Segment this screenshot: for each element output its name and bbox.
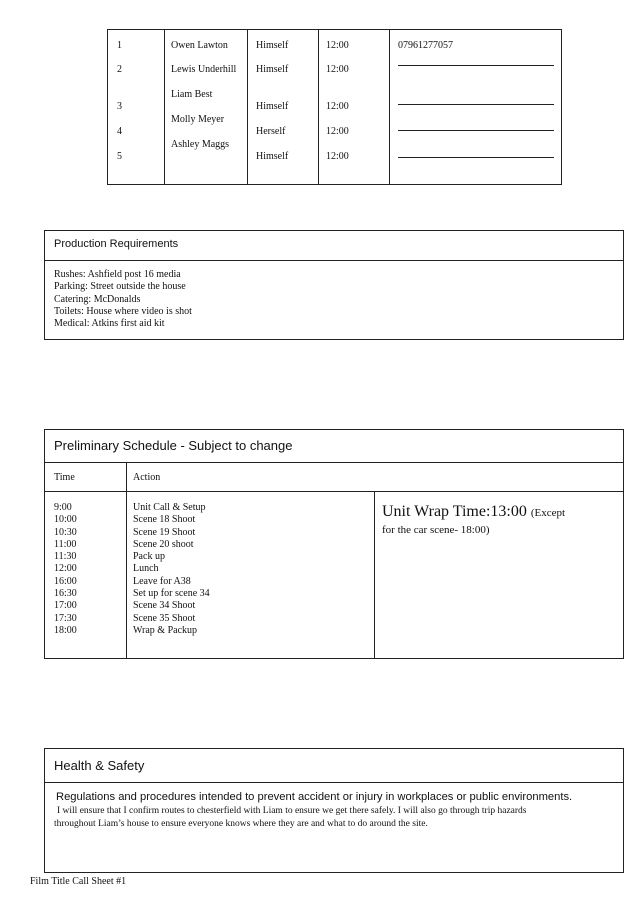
action-header: Action [133, 472, 161, 483]
schedule-action: Scene 18 Shoot [133, 514, 196, 526]
health-divider [44, 782, 624, 783]
unit-wrap-note [382, 503, 618, 521]
unit-wrap-exception: (Except [530, 507, 566, 519]
schedule-time: 17:00 [54, 600, 77, 612]
schedule-time: 10:00 [54, 514, 77, 526]
time-header: Time [54, 472, 75, 483]
phone-underline [398, 65, 554, 66]
schedule-time: 17:30 [54, 612, 77, 624]
cast-divider [164, 29, 165, 185]
cast-name: Molly Meyer [171, 114, 225, 125]
schedule-time: 18:00 [54, 624, 77, 636]
cast-time: 12:00 [326, 40, 349, 51]
schedule-time: 12:00 [54, 563, 77, 575]
health-definition: Regulations and procedures intended to prevent accident or injury in workplaces or public environments. [56, 791, 573, 803]
cast-time: 12:00 [326, 126, 349, 137]
schedule-divider [374, 491, 375, 659]
cast-role: Himself [256, 151, 289, 162]
schedule-action: Pack up [133, 551, 165, 563]
cast-number: 4 [117, 126, 122, 137]
cast-number: 5 [117, 151, 122, 162]
schedule-action: Leave for A38 [133, 575, 191, 587]
schedule-times [54, 502, 77, 637]
schedule-action: Scene 34 Shoot [133, 600, 196, 612]
cast-role: Himself [256, 40, 289, 51]
production-divider [44, 260, 624, 261]
health-body: I will ensure that I confirm routes to chesterfield with Liam to ensure we get there safely. I will also go through trip hazards [57, 806, 527, 816]
cast-time: 12:00 [326, 101, 349, 112]
unit-wrap-time: Unit Wrap Time:13:00 [382, 503, 527, 520]
phone-underline [398, 130, 554, 131]
schedule-divider [44, 491, 624, 492]
cast-time: 12:00 [326, 64, 349, 75]
schedule-action: Set up for scene 34 [133, 588, 210, 600]
cast-role: Herself [256, 126, 286, 137]
production-title: Production Requirements [54, 238, 179, 250]
schedule-time: 11:30 [54, 551, 77, 563]
production-item: Parking: Street outside the house [54, 281, 186, 292]
schedule-time: 9:00 [54, 502, 72, 513]
schedule-time: 10:30 [54, 526, 77, 538]
cast-divider [389, 29, 390, 185]
schedule-action: Lunch [133, 563, 159, 575]
cast-number: 3 [117, 101, 122, 112]
cast-divider [318, 29, 319, 185]
schedule-title: Preliminary Schedule - Subject to change [54, 438, 293, 453]
unit-wrap-exception-cont: for the car scene- 18:00) [382, 524, 490, 536]
schedule-action: Unit Call & Setup [133, 502, 206, 513]
schedule-time: 16:30 [54, 588, 77, 600]
cast-number: 1 [117, 40, 122, 51]
production-item: Catering: McDonalds [54, 294, 141, 305]
schedule-action: Scene 19 Shoot [133, 526, 196, 538]
footer-title: Film Title Call Sheet #1 [30, 876, 127, 887]
cast-name: Lewis Underhill [171, 64, 237, 75]
cast-phone: 07961277057 [398, 40, 453, 51]
cast-role: Himself [256, 64, 289, 75]
schedule-time: 16:00 [54, 575, 77, 587]
health-title: Health & Safety [54, 758, 145, 773]
cast-role: Himself [256, 101, 289, 112]
cast-divider [247, 29, 248, 185]
phone-underline [398, 157, 554, 158]
production-item: Toilets: House where video is shot [54, 306, 192, 317]
schedule-action: Wrap & Packup [133, 624, 198, 636]
production-item: Rushes: Ashfield post 16 media [54, 269, 181, 280]
phone-underline [398, 104, 554, 105]
cast-name: Liam Best [171, 89, 213, 100]
schedule-action: Scene 20 shoot [133, 538, 194, 550]
cast-time: 12:00 [326, 151, 349, 162]
schedule-divider [44, 462, 624, 463]
cast-name: Owen Lawton [171, 40, 228, 51]
production-item: Medical: Atkins first aid kit [54, 318, 165, 329]
schedule-time: 11:00 [54, 538, 77, 550]
schedule-action: Scene 35 Shoot [133, 612, 196, 624]
schedule-box [44, 429, 624, 659]
cast-number: 2 [117, 64, 122, 75]
schedule-divider [126, 462, 127, 659]
cast-name: Ashley Maggs [171, 139, 230, 150]
health-body: throughout Liam’s house to ensure everyone knows where they are and what to do around the site. [54, 819, 428, 829]
schedule-actions [133, 502, 210, 637]
